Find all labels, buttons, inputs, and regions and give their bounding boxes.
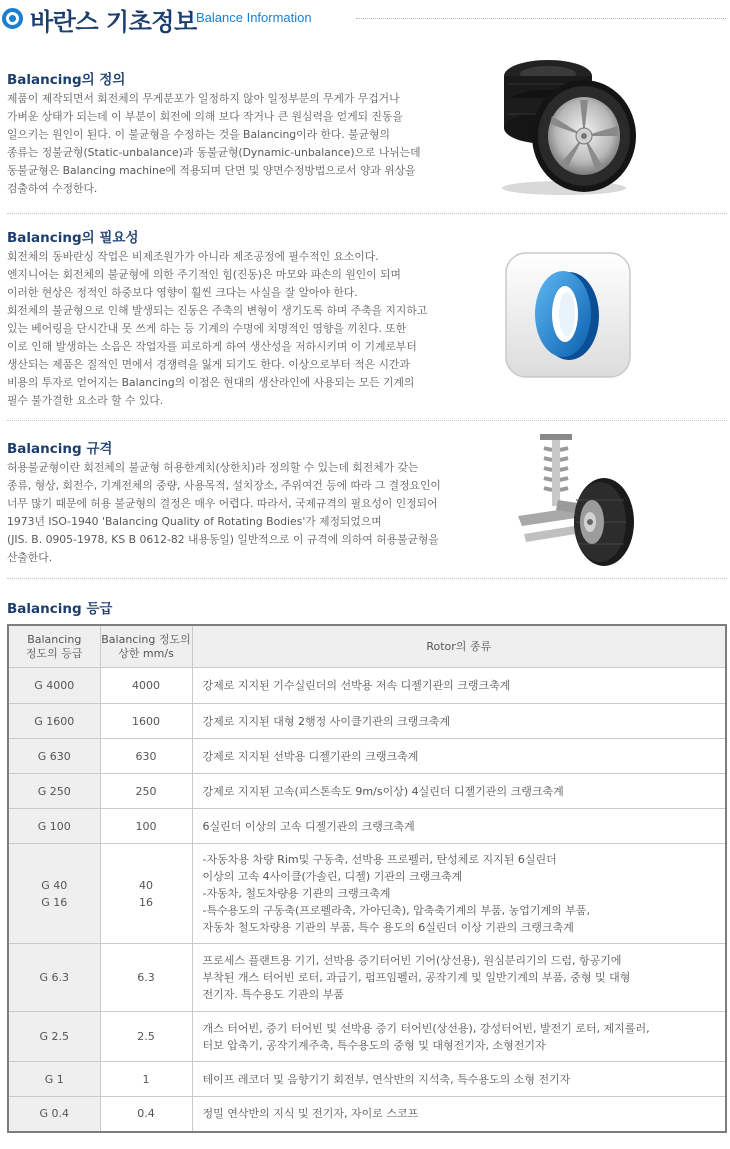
text-line: 종류, 형상, 회전수, 기계전체의 중량, 사용목적, 설치장소, 주위여건 등에 따라 그 결정요인이 — [7, 479, 441, 492]
page-header — [2, 2, 728, 36]
wheel-suspension-image — [514, 430, 636, 570]
grade-cell: G 1600 — [8, 704, 100, 739]
limit-cell: 1 — [100, 1062, 192, 1097]
rotor-cell: -자동차용 차량 Rim및 구동축, 선박용 프로펠러, 탄성체로 지지된 6실린더 이상의 고속 4사이클(가솔린, 디젤) 기관의 크랭크축계 -자동차, 철도차량용 기관의 크랭크축계 -특수용도의 구동축(프로펠라축, 가아딘축), 압축축기계의 부품, 농업기계의 부품, 자동차 철도차량용 기관의 부품, 특수 용도의 6실린더 이상 기관의 크랭크축계 — [192, 844, 726, 944]
limit-cell: 40 16 — [100, 844, 192, 944]
text-line: 이러한 현상은 정적인 하중보다 영향이 훨씬 크다는 사실을 잘 알아야 한다. — [7, 286, 358, 299]
text-line: 제품이 제작되면서 회전체의 무게분포가 일정하지 않아 일정부분의 무게가 무겁거나 — [7, 92, 400, 105]
limit-cell: 630 — [100, 739, 192, 774]
column-header-grade: Balancing 정도의 등급 — [8, 625, 100, 668]
circle-bullet-icon — [2, 8, 23, 29]
table-header-row — [8, 625, 726, 668]
page-subtitle: Balance Information — [196, 10, 312, 25]
section-title-standard: Balancing 규격 — [7, 441, 113, 457]
text-line: 있는 베어링을 단시간내 못 쓰게 하는 등 기계의 수명에 치명적인 영향을 끼친다. 또한 — [7, 322, 407, 335]
column-header-limit: Balancing 정도의 상한 mm/s — [100, 625, 192, 668]
text-line: 회전체의 동바란싱 작업은 비제조원가가 아니라 제조공정에 필수적인 요소이다. — [7, 250, 379, 263]
grade-cell: G 40 G 16 — [8, 844, 100, 944]
page-title: 바란스 기초정보 — [30, 8, 197, 36]
text-line: 가벼운 상태가 되는데 이 부분이 회전에 의해 보다 작거나 큰 원심력을 얻게되 진동을 — [7, 110, 403, 123]
header-divider — [356, 18, 726, 19]
grade-cell: G 630 — [8, 739, 100, 774]
limit-cell: 0.4 — [100, 1097, 192, 1132]
grade-cell: G 6.3 — [8, 944, 100, 1012]
table-row — [8, 668, 726, 704]
table-row — [8, 774, 726, 809]
tire-stack-image — [496, 38, 646, 196]
text-line: 검출하여 수정한다. — [7, 182, 98, 195]
grade-cell: G 4000 — [8, 668, 100, 704]
section-divider — [7, 213, 727, 214]
section-title-definition: Balancing의 정의 — [7, 72, 126, 88]
text-line: 1973년 ISO-1940 'Balancing Quality of Rotating Bodies'가 제정되었으며 — [7, 515, 382, 528]
rotor-cell: 강제로 지지된 선박용 디젤기관의 크랭크축계 — [192, 739, 726, 774]
rotor-cell: 6실린더 이상의 고속 디젤기관의 크랭크축계 — [192, 809, 726, 844]
grade-cell: G 2.5 — [8, 1012, 100, 1062]
rotor-cell: 강제로 지지된 대형 2행정 사이클기관의 크랭크축계 — [192, 704, 726, 739]
section-divider — [7, 420, 727, 421]
section-title-necessity: Balancing의 필요성 — [7, 230, 139, 246]
limit-cell: 6.3 — [100, 944, 192, 1012]
text-line: 허용불균형이란 회전체의 불균형 허용한계치(상한치)라 정의할 수 있는데 회전체가 갖는 — [7, 461, 419, 474]
text-line: 일으키는 원인이 된다. 이 불균형을 수정하는 것을 Balancing이라 한다. 불균형의 — [7, 128, 390, 141]
rotor-cell: 강제로 지지된 기수실린더의 선박용 저속 디젤기관의 크랭크축계 — [192, 668, 726, 704]
table-row — [8, 944, 726, 1012]
balancing-grade-table — [7, 624, 727, 1133]
text-line: 필수 불가결한 요소라 할 수 있다. — [7, 394, 164, 407]
table-row — [8, 1097, 726, 1132]
text-line: 동불균형은 Balancing machine에 적용되며 단면 및 양면수정방법으로서 양과 위상을 — [7, 164, 416, 177]
balancing-app-icon-image — [503, 250, 633, 380]
text-line: 종류는 정불균형(Static-unbalance)과 동불균형(Dynamic-unbalance)으로 나뉘는데 — [7, 146, 421, 159]
table-row — [8, 1062, 726, 1097]
text-line: 생산되는 제품은 질적인 면에서 경쟁력을 잃게 되기도 한다. 이상으로부터 적은 시간과 — [7, 358, 410, 371]
rotor-cell: 개스 터어빈, 증기 터어빈 및 선박용 증기 터어빈(상선용), 강성터어빈, 발전기 로터, 제지롤러, 터보 압축기, 공작기계주축, 특수용도의 중형 및 대형전기자, 소형전기자 — [192, 1012, 726, 1062]
text-line: 이로 인해 발생하는 소음은 작업자를 피로하게 하여 생산성을 저하시키며 이 기계로부터 — [7, 340, 417, 353]
rotor-cell: 테이프 레코더 및 음향기기 회전부, 연삭반의 지석축, 특수용도의 소형 전기자 — [192, 1062, 726, 1097]
column-header-rotor: Rotor의 종류 — [192, 625, 726, 668]
text-line: 회전체의 불균형으로 인해 발생되는 진동은 주축의 변형이 생기도록 하며 주축을 지지하고 — [7, 304, 428, 317]
section-text-standard — [7, 459, 457, 567]
text-line: 엔지니어는 회전체의 불균형에 의한 주기적인 힘(진동)은 마모와 파손의 원인이 되며 — [7, 268, 401, 281]
section-text-definition — [7, 90, 457, 198]
text-line: 산출한다. — [7, 551, 53, 564]
section-text-necessity — [7, 248, 457, 410]
table-row — [8, 844, 726, 944]
grade-cell: G 100 — [8, 809, 100, 844]
limit-cell: 4000 — [100, 668, 192, 704]
limit-cell: 250 — [100, 774, 192, 809]
limit-cell: 2.5 — [100, 1012, 192, 1062]
grade-cell: G 250 — [8, 774, 100, 809]
table-row — [8, 1012, 726, 1062]
limit-cell: 1600 — [100, 704, 192, 739]
grade-cell: G 0.4 — [8, 1097, 100, 1132]
table-row — [8, 739, 726, 774]
text-line: 너무 많기 때문에 허용 불균형의 결정은 매우 어렵다. 따라서, 국제규격의 필요성이 인정되어 — [7, 497, 438, 510]
table-row — [8, 704, 726, 739]
limit-cell: 100 — [100, 809, 192, 844]
text-line: 비용의 투자로 얻어지는 Balancing의 이점은 현대의 생산라인에 사용되는 모든 기계의 — [7, 376, 415, 389]
rotor-cell: 정밀 연삭반의 지식 및 전기자, 자이로 스코프 — [192, 1097, 726, 1132]
section-divider — [7, 578, 727, 579]
rotor-cell: 프로세스 플랜트용 기기, 선박용 증기터어빈 기어(상선용), 원심분리기의 드럼, 항공기에 부착된 개스 터어빈 로터, 과급기, 펌프임펠러, 공작기계 및 일반기계의 부품, 중형 및 대형 전기자. 특수용도 기관의 부품 — [192, 944, 726, 1012]
text-line: (JIS. B. 0905-1978, KS B 0612-82 내용동일) 일반적으로 이 규격에 의하여 허용불균형을 — [7, 533, 439, 546]
grade-cell: G 1 — [8, 1062, 100, 1097]
table-row — [8, 809, 726, 844]
section-title-grades: Balancing 등급 — [7, 601, 113, 617]
rotor-cell: 강제로 지지된 고속(피스톤속도 9m/s이상) 4실린더 디젤기관의 크랭크축계 — [192, 774, 726, 809]
